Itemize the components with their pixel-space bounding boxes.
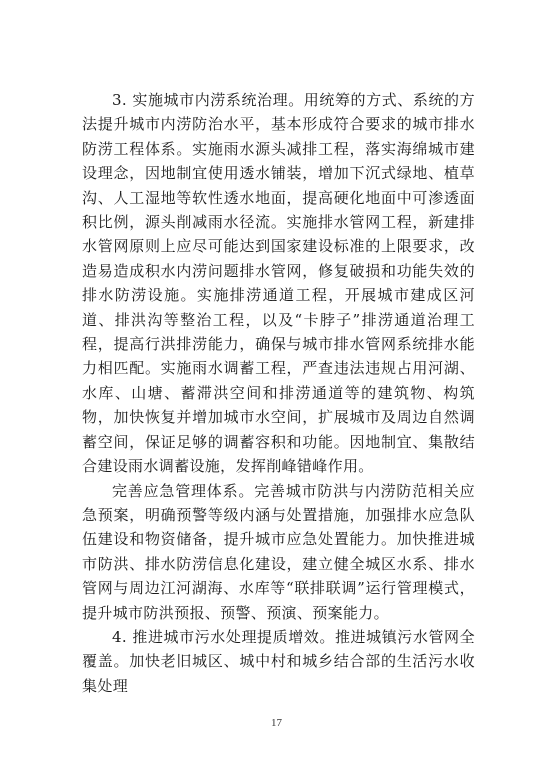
document-body	[82, 88, 475, 698]
paragraph-urban-waterlogging-governance	[82, 88, 475, 479]
page-number: 17	[271, 717, 282, 729]
paragraph-heading: 3. 实施城市内涝系统治理。	[112, 91, 304, 109]
paragraph-text: 用统筹的方式、系统的方法提升城市内涝防治水平，基本形成符合要求的城市排水防涝工程体系。实施雨水源头减排工程，落实海绵城市建设理念，因地制宜使用透水铺装，增加下沉式绿地、植草沟、人工湿地等软性透水地面，提高硬化地面中可渗透面积比例，源头削减雨水径流。实施排水管网工程，新建排水管网原则上应尽可能达到国家建设标准的上限要求，改造易造成积水内涝问题排水管网，修复破损和功能失效的排水防涝设施。实施排涝通道工程，开展城市建成区河道、排洪沟等整治工程，以及“卡脖子”排涝通道治理工程，提高行洪排涝能力，确保与城市排水管网系统排水能力相匹配。实施雨水调蓄工程，严查违法违规占用河湖、水库、山塘、蓄滞洪空间和排涝通道等的建筑物、构筑物，加快恢复并增加城市水空间，扩展城市及周边自然调蓄空间，保证足够的调蓄容积和功能。因地制宜、集散结合建设雨水调蓄设施，发挥削峰错峰作用。	[82, 91, 475, 476]
paragraph-text: 完善城市防洪与内涝防范相关应急预案，明确预警等级内涵与处置措施，加强排水应急队伍建设和物资储备，提升城市应急处置能力。加快推进城市防洪、排水防涝信息化建设，建立健全城区水系、排水管网与周边江河湖海、水库等“联排联调”运行管理模式，提升城市防洪预报、预警、预演、预案能力。	[82, 481, 475, 622]
paragraph-heading: 完善应急管理体系。	[112, 481, 255, 500]
paragraph-emergency-management	[82, 479, 475, 625]
paragraph-text: 推进城镇污水管网全覆盖。加快老旧城区、城中村和城乡结合部的生活污水收集处理	[82, 627, 475, 695]
paragraph-sewage-treatment	[82, 625, 475, 698]
paragraph-heading: 4. 推进城市污水处理提质增效。	[112, 627, 335, 646]
